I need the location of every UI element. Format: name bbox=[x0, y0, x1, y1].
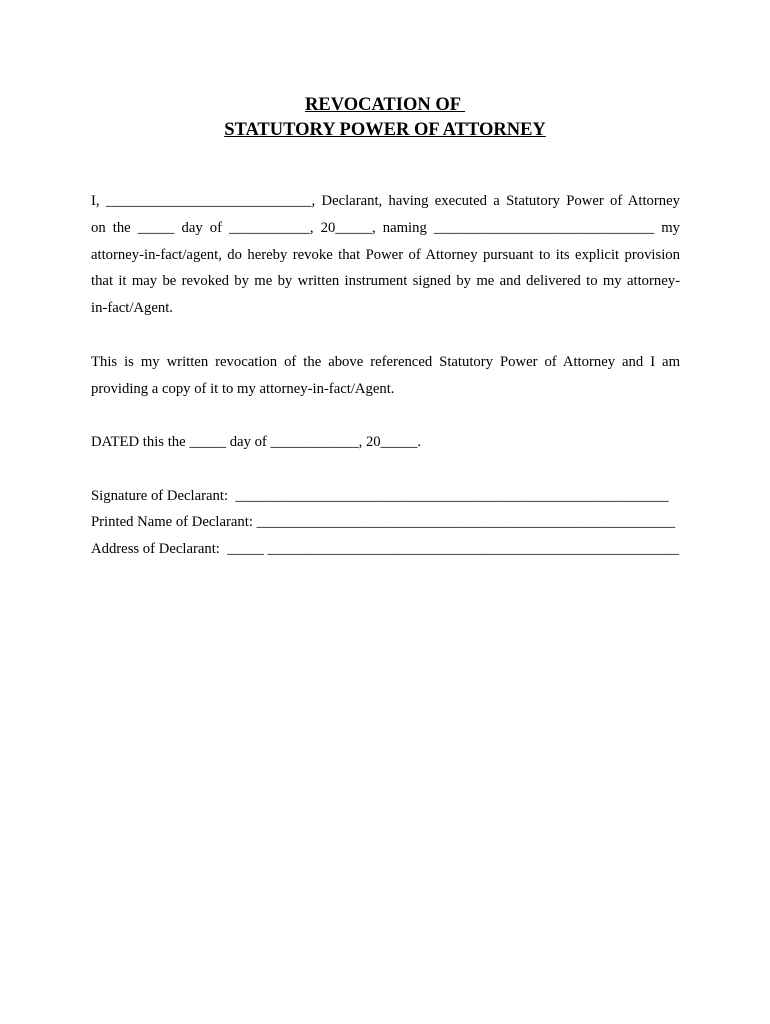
signature-line: Signature of Declarant: ___________________________________________________________ bbox=[91, 488, 669, 504]
printed-name-line: Printed Name of Declarant: _________________________________________________________ bbox=[91, 514, 676, 530]
paragraph1-line-2: on the _____ day of ___________, 20_____, naming ______________________________ my bbox=[91, 220, 680, 236]
title-line-1: REVOCATION OF bbox=[305, 95, 465, 115]
address-line: Address of Declarant: _____ ________________________________________________________ bbox=[91, 541, 679, 557]
dated-line: DATED this the _____ day of ____________, 20_____. bbox=[91, 434, 422, 450]
paragraph1-line-3: attorney-in-fact/agent, do hereby revoke that Power of Attorney pursuant to its explicit provision bbox=[91, 247, 680, 263]
paragraph2-line-2: providing a copy of it to my attorney-in-fact/Agent. bbox=[91, 381, 395, 397]
title-line-2: STATUTORY POWER OF ATTORNEY bbox=[224, 120, 546, 140]
paragraph1-line-5: in-fact/Agent. bbox=[91, 300, 173, 316]
paragraph1-line-4: that it may be revoked by me by written instrument signed by me and delivered to my attorney- bbox=[91, 273, 680, 289]
paragraph2-line-1: This is my written revocation of the above referenced Statutory Power of Attorney and I am bbox=[91, 354, 680, 370]
paragraph1-line-1: I, ____________________________, Declarant, having executed a Statutory Power of Attorney bbox=[91, 193, 680, 209]
